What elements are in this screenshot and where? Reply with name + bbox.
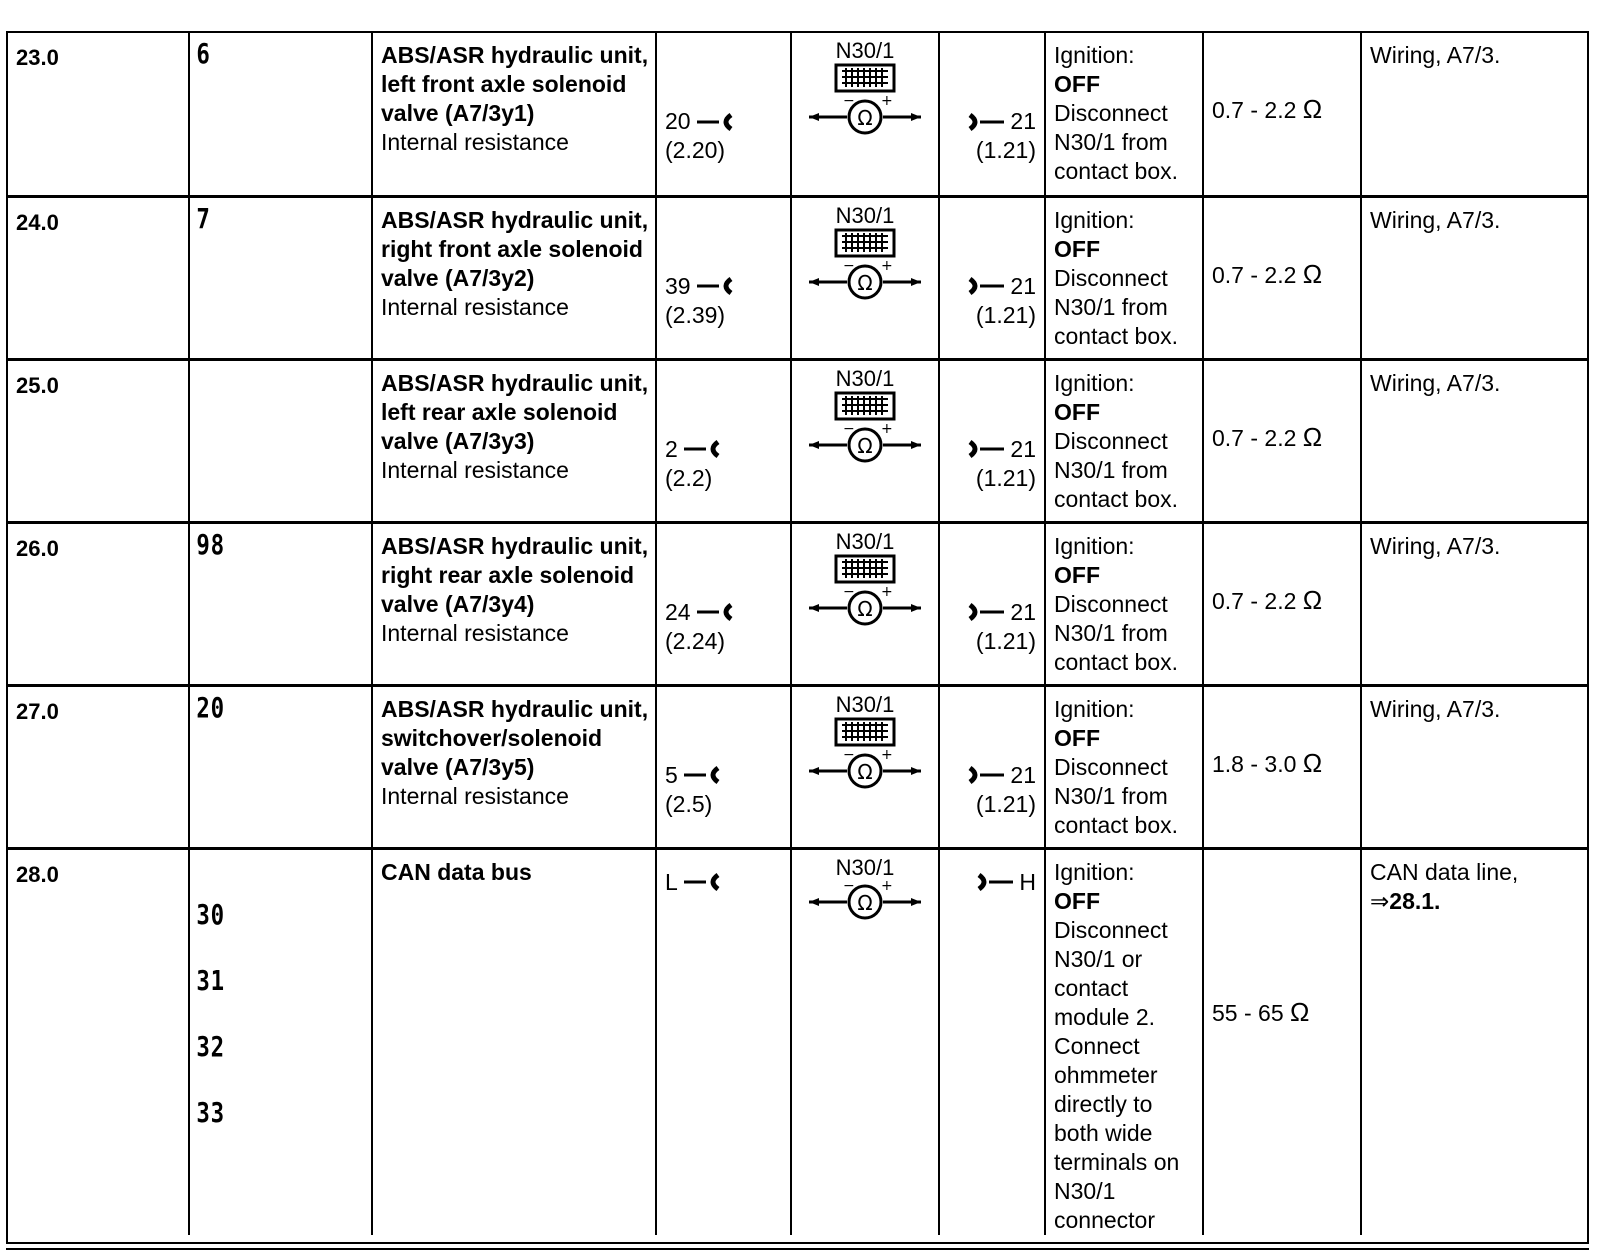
table-row	[8, 33, 1587, 196]
pin-left-cell	[656, 33, 791, 196]
fault-code: 98	[196, 527, 225, 561]
ohmmeter-icon	[805, 586, 925, 626]
step-number: 26.0	[16, 535, 59, 561]
code-cell	[189, 359, 372, 522]
socket-right-icon	[975, 872, 1015, 892]
pin-left-ref: (2.39)	[665, 301, 726, 328]
table-row	[8, 685, 1587, 848]
meter-label: N30/1	[835, 202, 895, 228]
code-cell	[189, 848, 372, 1235]
pin-left-ref: (2.5)	[665, 790, 713, 817]
remedy-cell	[1361, 359, 1587, 522]
test-table	[8, 33, 1587, 1235]
svg-text:Ω: Ω	[857, 759, 873, 784]
pin-left-number: L	[665, 868, 678, 895]
meter-label: N30/1	[835, 854, 895, 880]
table-row-can	[8, 848, 1587, 1235]
remedy-cell	[1361, 848, 1587, 1235]
condition-cell	[1045, 196, 1203, 359]
description-cell	[372, 359, 656, 522]
ohmmeter-icon	[805, 260, 925, 300]
fault-code	[190, 361, 335, 371]
nominal-value: 0.7 - 2.2	[1212, 261, 1297, 288]
test-type: Internal resistance	[381, 456, 569, 483]
remedy-text: Wiring, A7/3.	[1370, 206, 1501, 233]
description-cell	[372, 196, 656, 359]
pin-left-number: 39	[665, 272, 691, 299]
pin-right-cell	[939, 848, 1045, 1235]
condition-label: Ignition:	[1054, 532, 1135, 559]
meter-label: N30/1	[835, 365, 895, 391]
nominal-value: 1.8 - 3.0	[1212, 750, 1297, 777]
nominal-value: 55 - 65	[1212, 999, 1284, 1026]
connector-box-icon	[830, 717, 900, 749]
component-title: ABS/ASR hydraulic unit, left rear axle solenoid valve (A7/3y3)	[381, 369, 649, 454]
svg-text:−: −	[843, 259, 855, 274]
condition-state: OFF	[1054, 887, 1100, 914]
connector-box-icon	[830, 554, 900, 586]
fault-code: 7	[196, 201, 211, 235]
condition-state: OFF	[1054, 398, 1100, 425]
svg-text:+: +	[881, 95, 893, 109]
socket-right-icon	[966, 276, 1006, 296]
condition-instructions: Disconnect N30/1 from contact box.	[1054, 427, 1179, 512]
pin-left-number: 24	[665, 598, 691, 625]
pin-right-ref: (1.21)	[975, 137, 1036, 163]
fault-code: 30	[196, 897, 225, 931]
test-type: Internal resistance	[381, 619, 569, 646]
pin-right-number: 21	[1010, 108, 1036, 134]
svg-text:−: −	[843, 585, 855, 600]
pin-left-cell	[656, 848, 791, 1235]
step-cell	[8, 522, 189, 685]
pin-left-cell	[656, 685, 791, 848]
bottom-rule	[6, 1248, 1589, 1250]
pin-right-cell	[939, 685, 1045, 848]
test-type: Internal resistance	[381, 129, 569, 155]
ohmmeter-icon	[805, 423, 925, 463]
ohm-unit: Ω	[1302, 94, 1323, 124]
step-number: 23.0	[16, 45, 59, 70]
meter-label: N30/1	[835, 38, 895, 63]
svg-text:Ω: Ω	[857, 890, 873, 915]
condition-state: OFF	[1054, 561, 1100, 588]
meter-cell	[791, 33, 939, 196]
ohm-unit: Ω	[1302, 258, 1323, 289]
fault-code: 32	[196, 1029, 225, 1063]
ohmmeter-icon	[805, 95, 925, 135]
pin-right-number: 21	[1010, 435, 1036, 462]
pin-right-ref: (1.21)	[975, 627, 1036, 654]
code-cell	[189, 196, 372, 359]
step-cell	[8, 848, 189, 1235]
condition-label: Ignition:	[1054, 369, 1135, 396]
pin-right-number: 21	[1010, 761, 1036, 788]
svg-text:Ω: Ω	[857, 270, 873, 295]
step-cell	[8, 359, 189, 522]
condition-instructions: Disconnect N30/1 from contact box.	[1054, 100, 1179, 184]
component-title: ABS/ASR hydraulic unit, left front axle solenoid valve (A7/3y1)	[381, 42, 649, 126]
condition-state: OFF	[1054, 235, 1100, 262]
socket-right-icon	[966, 112, 1006, 132]
fault-code: 6	[196, 37, 211, 70]
socket-left-icon	[695, 112, 735, 132]
socket-left-icon	[695, 276, 735, 296]
connector-box-icon	[830, 391, 900, 423]
component-title: ABS/ASR hydraulic unit, switchover/solenoid valve (A7/3y5)	[381, 695, 649, 780]
description-cell	[372, 685, 656, 848]
pin-right-cell	[939, 359, 1045, 522]
description-cell	[372, 522, 656, 685]
socket-right-icon	[966, 602, 1006, 622]
nominal-value: 0.7 - 2.2	[1212, 97, 1297, 123]
socket-left-icon	[682, 872, 722, 892]
table-row	[8, 359, 1587, 522]
meter-cell	[791, 359, 939, 522]
pin-right-cell	[939, 196, 1045, 359]
pin-left-ref: (2.24)	[665, 627, 726, 654]
meter-cell	[791, 196, 939, 359]
component-title: ABS/ASR hydraulic unit, right front axle solenoid valve (A7/3y2)	[381, 206, 649, 291]
fault-code-list	[190, 850, 335, 1168]
fault-code: 33	[196, 1095, 225, 1129]
component-title: ABS/ASR hydraulic unit, right rear axle solenoid valve (A7/3y4)	[381, 532, 649, 617]
value-cell	[1203, 685, 1361, 848]
pin-right-ref: (1.21)	[975, 464, 1036, 491]
pin-right-number: 21	[1010, 272, 1036, 299]
socket-left-icon	[682, 439, 722, 459]
step-cell	[8, 196, 189, 359]
value-cell	[1203, 33, 1361, 196]
table-row	[8, 522, 1587, 685]
description-cell	[372, 33, 656, 196]
description-cell	[372, 848, 656, 1235]
svg-text:Ω: Ω	[857, 596, 873, 621]
ohmmeter-icon	[805, 749, 925, 789]
ohm-unit: Ω	[1302, 747, 1323, 778]
svg-text:−: −	[843, 879, 855, 894]
svg-text:−: −	[843, 95, 855, 109]
value-cell	[1203, 196, 1361, 359]
condition-cell	[1045, 359, 1203, 522]
step-cell	[8, 685, 189, 848]
svg-text:Ω: Ω	[857, 433, 873, 458]
svg-text:+: +	[881, 879, 893, 894]
socket-left-icon	[695, 602, 735, 622]
condition-label: Ignition:	[1054, 695, 1135, 722]
pin-right-number: H	[1019, 868, 1036, 895]
remedy-cell	[1361, 522, 1587, 685]
ohmmeter-icon	[805, 880, 925, 920]
pin-left-cell	[656, 196, 791, 359]
ohm-unit: Ω	[1302, 421, 1323, 452]
fault-code: 31	[196, 963, 225, 997]
pin-left-cell	[656, 522, 791, 685]
nominal-value: 0.7 - 2.2	[1212, 587, 1297, 614]
socket-right-icon	[966, 765, 1006, 785]
svg-text:+: +	[881, 585, 893, 600]
table-row	[8, 196, 1587, 359]
svg-text:+: +	[881, 422, 893, 437]
step-number: 27.0	[16, 698, 59, 724]
remedy-text: Wiring, A7/3.	[1370, 369, 1501, 396]
ohm-unit: Ω	[1302, 584, 1323, 615]
remedy-link[interactable]: 28.1.	[1389, 887, 1441, 914]
condition-cell	[1045, 848, 1203, 1235]
pin-left-ref: (2.20)	[665, 137, 726, 163]
step-number: 25.0	[16, 372, 59, 398]
value-cell	[1203, 848, 1361, 1235]
fault-code: 20	[196, 690, 225, 724]
pin-right-cell	[939, 522, 1045, 685]
pin-left-ref: (2.2)	[665, 464, 713, 491]
code-cell	[189, 522, 372, 685]
remedy-text: Wiring, A7/3.	[1370, 42, 1501, 68]
pin-right-number: 21	[1010, 598, 1036, 625]
meter-cell	[791, 522, 939, 685]
condition-instructions: Disconnect N30/1 from contact box.	[1054, 264, 1179, 349]
pin-right-ref: (1.21)	[975, 790, 1036, 817]
arrow-right-icon: ⇒	[1370, 887, 1390, 914]
condition-cell	[1045, 33, 1203, 196]
connector-box-icon	[830, 228, 900, 260]
step-number: 24.0	[16, 209, 59, 235]
remedy-cell	[1361, 196, 1587, 359]
code-cell	[189, 685, 372, 848]
ohm-unit: Ω	[1290, 996, 1310, 1027]
condition-instructions: Disconnect N30/1 from contact box.	[1054, 753, 1179, 838]
meter-cell	[791, 685, 939, 848]
svg-text:+: +	[881, 748, 893, 763]
remedy-text: Wiring, A7/3.	[1370, 695, 1501, 722]
pin-left-number: 2	[665, 435, 678, 462]
value-cell	[1203, 522, 1361, 685]
svg-text:+: +	[881, 259, 893, 274]
test-table-frame	[6, 31, 1589, 1244]
svg-text:−: −	[843, 422, 855, 437]
step-cell	[8, 33, 189, 196]
pin-right-cell	[939, 33, 1045, 196]
svg-text:Ω: Ω	[857, 106, 873, 130]
condition-instructions: Disconnect N30/1 from contact box.	[1054, 590, 1179, 675]
condition-cell	[1045, 685, 1203, 848]
socket-left-icon	[682, 765, 722, 785]
pin-right-ref: (1.21)	[975, 301, 1036, 328]
condition-instructions: Disconnect N30/1 or contact module 2. Connect ohmmeter directly to both wide terminals on N30/1 connector	[1054, 916, 1180, 1233]
connector-box-icon	[830, 63, 900, 95]
meter-label: N30/1	[835, 528, 895, 554]
pin-left-number: 5	[665, 761, 678, 788]
condition-label: Ignition:	[1054, 206, 1135, 233]
meter-cell	[791, 848, 939, 1235]
pin-left-number: 20	[665, 108, 691, 134]
svg-text:−: −	[843, 748, 855, 763]
pin-left-cell	[656, 359, 791, 522]
code-cell	[189, 33, 372, 196]
nominal-value: 0.7 - 2.2	[1212, 424, 1297, 451]
remedy-text: CAN data line,	[1370, 858, 1519, 885]
test-type: Internal resistance	[381, 293, 569, 320]
condition-label: Ignition:	[1054, 42, 1135, 68]
remedy-text: Wiring, A7/3.	[1370, 532, 1501, 559]
remedy-cell	[1361, 685, 1587, 848]
condition-cell	[1045, 522, 1203, 685]
meter-label: N30/1	[835, 691, 895, 717]
test-type: Internal resistance	[381, 782, 569, 809]
condition-state: OFF	[1054, 71, 1100, 97]
step-number: 28.0	[16, 861, 59, 887]
component-title: CAN data bus	[381, 858, 532, 885]
condition-state: OFF	[1054, 724, 1100, 751]
value-cell	[1203, 359, 1361, 522]
condition-label: Ignition:	[1054, 858, 1135, 885]
socket-right-icon	[966, 439, 1006, 459]
remedy-cell	[1361, 33, 1587, 196]
